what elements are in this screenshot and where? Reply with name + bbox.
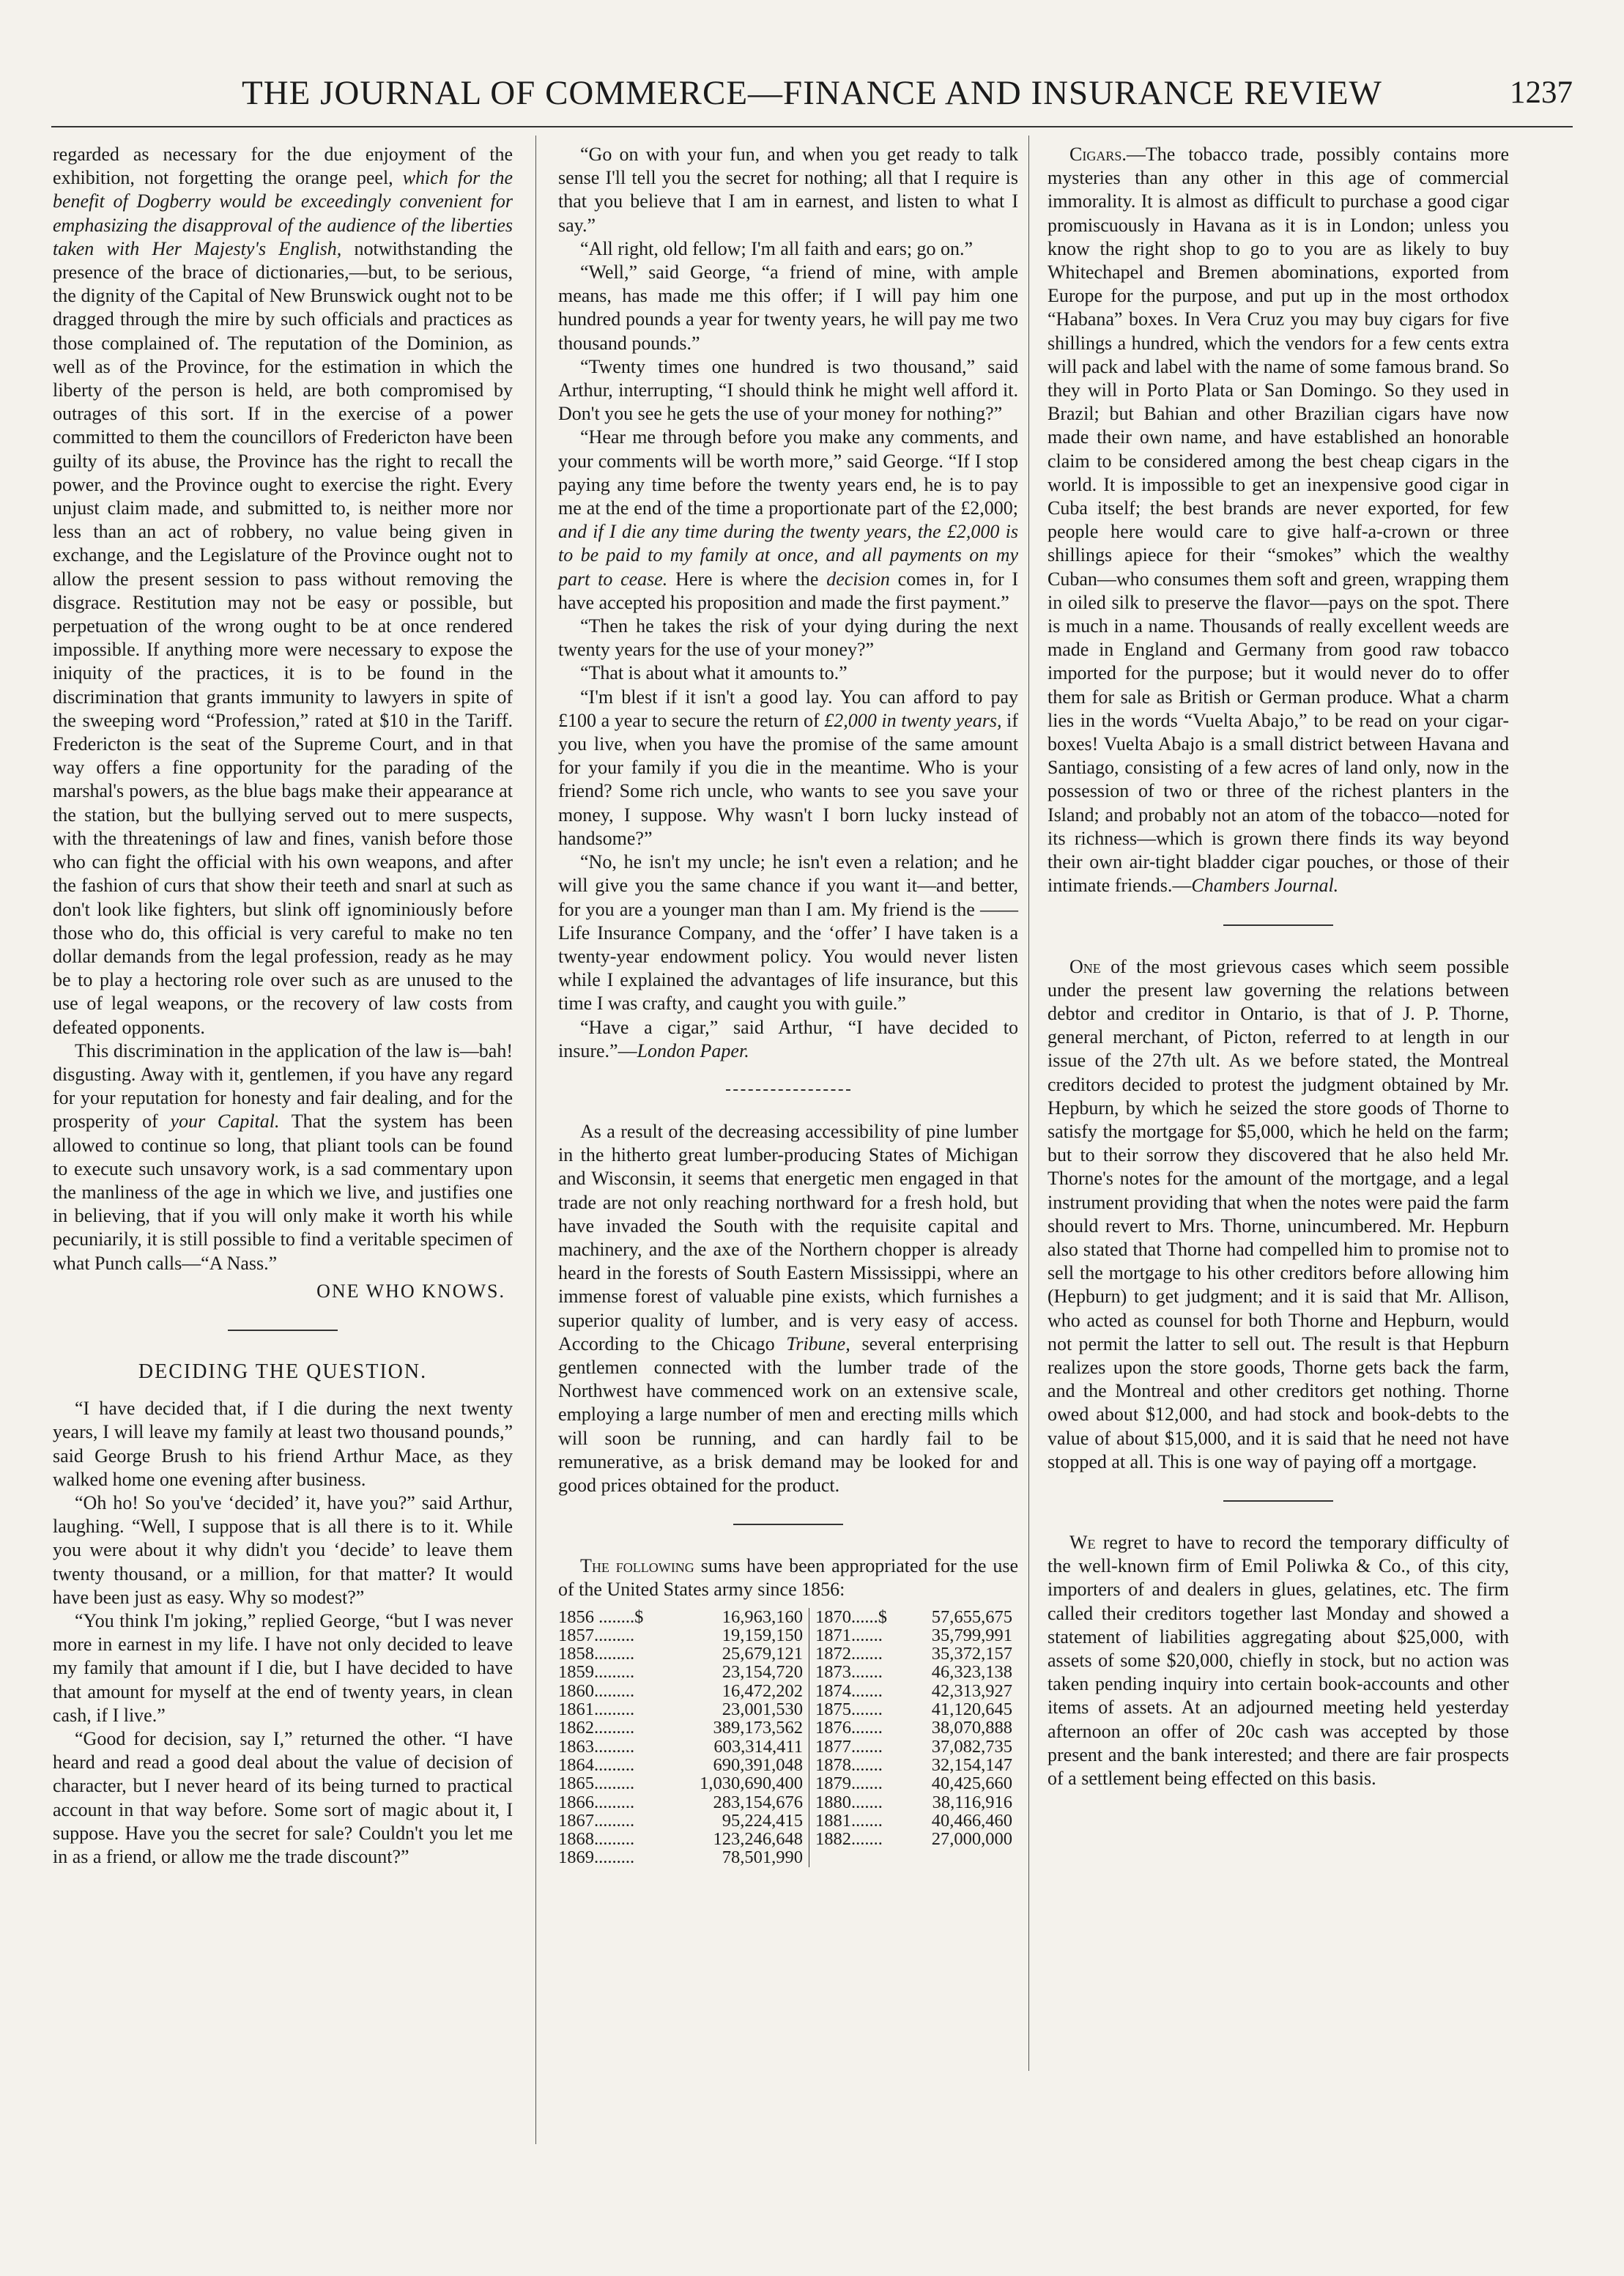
- story-paragraph: “Hear me through before you make any comments, and your comments will be worth more,” said George. “If I stop paying any time before the twenty years end, he is to pay me at the end of the time a proportionate part of the £2,000; and if I die any time during the twenty years, the £2,000 is to be paid to my family at once, and all payments on my part to cease. Here is where the decision comes in, for I have accepted his proposition and made the first payment.”: [558, 426, 1019, 613]
- table-amount-cell: 46,323,138: [931, 1662, 1012, 1683]
- table-amount-cell: 123,246,648: [643, 1830, 809, 1848]
- table-year-cell: 1868.........: [558, 1829, 635, 1850]
- table-year-cell: 1874.......: [815, 1680, 883, 1701]
- table-year-cell: 1858.........: [558, 1644, 635, 1664]
- story-paragraph: “Have a cigar,” said Arthur, “I have decided to insure.”—London Paper.: [558, 1016, 1018, 1061]
- table-amount-cell: 690,391,048: [643, 1756, 809, 1774]
- table-amount-cell: 23,001,530: [643, 1700, 809, 1719]
- table-amount-cell: 16,963,160: [643, 1608, 809, 1626]
- story-paragraph: “Well,” said George, “a friend of mine, with ample means, has made me this offer; if I will pay him one hundred pounds a year for twenty years, he will pay me two thousand pounds.”: [558, 262, 1018, 354]
- poliwka-article: We regret to have to record the temporary difficulty of the well-known firm of Emil Poliwka & Co., of this city, importers of and dealers in glues, gelatines, etc. The firm called their creditors together last Monday and showed a statement of liabilities aggregating about $25,000, with assets of some $20,000, chiefly in stock, but no action was taken pending inquiry into certain book-accounts and other items of assets. At an adjourned meeting held yesterday afternoon an offer of 20c cash was accepted by those present and the bank interested; and there are fair prospects of a settlement being effected on this basis.: [1048, 1531, 1510, 1789]
- table-year-cell: 1876.......: [815, 1718, 883, 1738]
- article-paragraph: This discrimination in the application of the law is—bah! disgusting. Away with it, gentlemen, if you have any regard for your reputation for honesty and fair dealing, and for the prosperity of your Capital. That the system has been allowed to continue so long, that pliant tools can be found to execute such unsavory work, is a sad commentary upon the manliness of the age in which we live, and justifies one in believing, that if you will only make it worth his while pecuniarily, it is still possible to find a veritable specimen of what Punch calls—“A Nass.”: [53, 1039, 513, 1274]
- table-amount-cell: 38,116,916: [932, 1792, 1012, 1812]
- thorne-article: One of the most grievous cases which seem possible under the present law governing the relations between debtor and creditor in Ontario, is that of J. P. Thorne, general merchant, of Picton, referred to at length in our issue of the 27th ult. As we before stated, the Montreal creditors decided to protest the judgment obtained by Mr. Hepburn, by which he seized the store goods of Thorne to satisfy the mortgage for $5,000, which he held on the farm; but to their sorrow they discovered that he also held Mr. Thorne's notes for the amount of the mortgage, and a legal instrument providing that when the notes were paid the farm should revert to Mrs. Thorne, unincumbered. Mr. Hepburn also stated that Thorne had compelled him to promise not to sell the mortgage to his other creditors before allowing him (Hepburn) to get judgment; and it is said that Mr. Allison, who acted as counsel for both Thorne and Hepburn, would not permit the latter to sell out. The result is that Hepburn realizes upon the store goods, Thorne gets back the farm, and the Montreal and other creditors get nothing. Thorne owed about $12,000, and had stock and book-debts to the value of about $15,000, and it is said that he need not have stopped at all. This is one way of paying off a mortgage.: [1048, 955, 1510, 1472]
- table-year-cell: 1873.......: [815, 1662, 883, 1683]
- section-separator: [726, 1089, 850, 1091]
- table-year-cell: 1880.......: [815, 1792, 883, 1812]
- table-year-cell: 1866.........: [558, 1792, 635, 1812]
- story-paragraph: “I'm blest if it isn't a good lay. You can afford to pay £100 a year to secure the return of £2,000 in twenty years, if you live, when you have the promise of the same amount for your family if you die in the meantime. Who is your friend? Some rich uncle, who wants to see you save your money, I suppose. Why wasn't I born lucky instead of handsome?”: [558, 686, 1018, 849]
- header-rule: [51, 126, 1573, 127]
- table-amount-cell: 1,030,690,400: [643, 1774, 809, 1793]
- lumber-article: As a result of the decreasing accessibility of pine lumber in the hitherto great lumber-producing States of Michigan and Wisconsin, it seems that energetic men engaged in that trade are not only reaching northward for a fresh hold, but have invaded the South with the requisite capital and machinery, and the axe of the Northern chopper is already heard in the forests of South Eastern Mississippi, where an immense forest of valuable pine exists, which furnishes a superior quality of lumber, and is very easy of access. According to the Chicago Tribune, several enterprising gentlemen connected with the lumber trade of the Northwest have commenced work on an extensive scale, employing a large number of men and erecting mills which will soon be running, and can hardly fail to be remunerative, as a brisk demand may be looked for and good prices obtained for the product.: [558, 1120, 1019, 1496]
- table-year-cell: 1871.......: [815, 1625, 883, 1645]
- page-number: 1237: [1510, 75, 1573, 110]
- table-row: [558, 1645, 1018, 1663]
- column-rule-1: [535, 136, 536, 2144]
- story-paragraph: “You think I'm joking,” replied George, “but I was never more in earnest in my life. I have not only decided to leave my family that amount if I die, but I have decided to have that amount for myself at the end of twenty years, in clean cash, if I live.”: [53, 1609, 513, 1726]
- section-separator: [228, 1330, 338, 1331]
- article-continuation: regarded as necessary for the due enjoyment of the exhibition, not forgetting the orange peel, which for the benefit of Dogberry would be exceedingly convenient for emphasizing the disapproval of the audience of the liberties taken with Her Majesty's English, notwithstanding the presence of the brace of dictionaries,—but, to be serious, the dignity of the Capital of New Brunswick ought not to be dragged through the mire by such officials and practices as those complained of. The reputation of the Dominion, as well as of the Province, for the estimation in which the liberty of the person is held, are both compromised by outrages of this sort. If in the exercise of a power committed to them the councillors of Fredericton have been guilty of its abuse, the Province has the right to recall the power, and the Province ought to exercise the right. Every unjust claim made, and submitted to, is neither more nor less than an act of robbery, no value being given in exchange, and the Legislature of the Province ought not to allow the present session to pass without removing the disgrace. Restitution may not be easy or possible, but perpetuation of the wrong ought to be at once rendered impossible. If anything more were necessary to expose the iniquity of the practices, it is to be found in the discrimination that grants immunity to lawyers in spite of the sweeping word “Profession,” rated at $10 in the Tariff. Fredericton is the seat of the Supreme Court, and in that way offers a fine opportunity for the parading of the marshal's powers, as the blue bags make their appearance at the station, but the bullying served out to mere suspects, with the threatenings of law and fines, vanish before those who can fight the official with his own weapons, and after the fashion of curs that show their teeth and snarl at such as don't look like fighters, but slink off ignominiously before those who do, this official is very careful to make no ten dollar demands from the legal profession, ready as he may be to play a hectoring role over such as are unused to the use of legal weapons, or the recovery of law costs from defeated opponents.: [53, 144, 513, 1038]
- story-paragraph: “No, he isn't my uncle; he isn't even a relation; and he will give you the same chance if you want it—and better, for you are a younger man than I am. My friend is the ——Life Insurance Company, and the ‘offer’ I have taken is a twenty-year endowment policy. You would never listen while I explained the advantages of life insurance, but this time I was crafty, and caught you with guile.”: [558, 851, 1018, 1015]
- table-row: [558, 1663, 1018, 1681]
- table-amount-cell: 78,501,990: [643, 1848, 809, 1867]
- journal-title: THE JOURNAL OF COMMERCE—FINANCE AND INSURANCE REVIEW: [242, 74, 1382, 112]
- story-paragraph: “I have decided that, if I die during the next twenty years, I will leave my family at least two thousand pounds,” said George Brush to his friend Arthur Mace, as they walked home one evening after business.: [53, 1398, 513, 1490]
- table-amount-cell: 40,425,660: [931, 1773, 1012, 1794]
- cigars-article: Cigars.—The tobacco trade, possibly contains more mysteries than any other in this age of commercial immorality. It is almost as difficult to purchase a good cigar promiscuously in Havana as it is in London; unless you know the right shop to go to you are as likely to buy Whitechapel and Bremen abominations, exported from Europe for the purpose, and put up in the most orthodox “Habana” boxes. In Vera Cruz you may buy cigars for five shillings a hundred, which the vendors for a few cents extra will pack and label with the name of some famous brand. So they will in Porto Plata or San Domingo. So they used in Brazil; but Bahian and other Brazilian cigars have now made their own name, and have established an honorable claim to be considered among the best cheap cigars in the world. It is impossible to get an inexpensive good cigar in Cuba itself; the best brands are never exported, for few people here would care to give half-a-crown or three shillings apiece for their “smokes” which the wealthy Cuban—who consumes them soft and green, wrapping them in oiled silk to preserve the flavor—pays on the spot. There is much in a name. Thousands of really excellent weeds are made in England and Germany from good raw tobacco imported for the purpose; but it would never do to offer them for sale as British or German produce. What a charm lies in the words “Vuelta Abajo,” to be read on your cigar-boxes! Vuelta Abajo is a small district between Havana and Santiago, consisting of a few acres of land only, now in the possession of two or three of the richest planters in the Island; and probably not an atom of the tobacco—noted for its richness—which is grown there finds its way beyond their own air-tight bladder cigar pouches, or those of their intimate friends.—Chambers Journal.: [1048, 144, 1509, 897]
- table-amount-cell: 603,314,411: [643, 1738, 809, 1756]
- table-row: [558, 1793, 1018, 1812]
- column-3: [1048, 143, 1509, 1790]
- table-row: [558, 1682, 1018, 1700]
- table-year-cell: 1872.......: [815, 1644, 883, 1664]
- column-1: [53, 143, 513, 1869]
- story-paragraph: “That is about what it amounts to.”: [580, 662, 848, 684]
- table-row: [558, 1756, 1018, 1774]
- table-amount-cell: 27,000,000: [931, 1829, 1012, 1850]
- table-row: [558, 1719, 1018, 1737]
- table-year-cell: 1881.......: [815, 1810, 883, 1831]
- page-header: [51, 73, 1573, 117]
- table-year-cell: 1878.......: [815, 1754, 883, 1775]
- section-separator: [1223, 924, 1333, 926]
- section-separator: [1223, 1500, 1333, 1502]
- table-amount-cell: 32,154,147: [931, 1754, 1012, 1775]
- article-source: Chambers Journal.: [1191, 875, 1339, 897]
- story-paragraph: “All right, old fellow; I'm all faith and ears; go on.”: [580, 237, 974, 259]
- table-year-cell: 1867.........: [558, 1810, 635, 1831]
- section-separator: [733, 1524, 843, 1525]
- table-year-cell: 1857.........: [558, 1625, 635, 1645]
- table-year-cell: 1869.........: [558, 1847, 635, 1868]
- table-row: [558, 1830, 1018, 1848]
- table-row: [558, 1774, 1018, 1793]
- table-amount-cell: 57,655,675: [931, 1606, 1012, 1627]
- table-year-cell: 1861.........: [558, 1699, 635, 1720]
- table-amount-cell: 38,070,888: [931, 1718, 1012, 1738]
- table-year-cell: 1879.......: [815, 1773, 883, 1794]
- table-row: [558, 1812, 1018, 1830]
- table-year-cell: 1859.........: [558, 1662, 635, 1683]
- table-year-cell: 1862.........: [558, 1718, 635, 1738]
- table-year-cell: 1856 ........$: [558, 1606, 644, 1627]
- article-signature: ONE WHO KNOWS.: [316, 1280, 505, 1302]
- table-amount-cell: 40,466,460: [931, 1810, 1012, 1831]
- story-source: London Paper.: [637, 1039, 749, 1061]
- story-paragraph: “Then he takes the risk of your dying during the next twenty years for the use of your money?”: [558, 615, 1018, 661]
- table-amount-cell: 25,679,121: [643, 1645, 809, 1663]
- story-paragraph: “Go on with your fun, and when you get ready to talk sense I'll tell you the secret for nothing; all that I require is that you believe that I am in earnest, and listen to what I say.”: [558, 144, 1018, 236]
- army-intro: The following sums have been appropriated for the use of the United States army since 1856:: [558, 1555, 1019, 1601]
- table-year-cell: [809, 1848, 887, 1867]
- table-year-cell: 1865.........: [558, 1773, 635, 1794]
- story-paragraph: “Oh ho! So you've ‘decided’ it, have you?” said Arthur, laughing. “Well, I suppose that is all there is to it. While you were about it why didn't you ‘decide’ to leave them twenty thousand, or a million, for that matter? It would have been just as easy. Why so modest?”: [53, 1491, 513, 1608]
- table-row: [558, 1700, 1018, 1719]
- column-rule-2: [1028, 136, 1029, 2071]
- column-2: [558, 143, 1018, 1867]
- table-year-cell: 1863.........: [558, 1736, 635, 1757]
- table-amount-cell: 95,224,415: [643, 1812, 809, 1830]
- table-year-cell: 1877.......: [815, 1736, 883, 1757]
- table-row: [558, 1608, 1018, 1626]
- table-amount-cell: 16,472,202: [643, 1682, 809, 1700]
- table-amount-cell: 35,372,157: [931, 1644, 1012, 1664]
- table-amount-cell: 283,154,676: [643, 1793, 809, 1812]
- table-year-cell: 1860.........: [558, 1680, 635, 1701]
- table-year-cell: 1864.........: [558, 1754, 635, 1775]
- table-row: [558, 1738, 1018, 1756]
- story-paragraph: “Good for decision, say I,” returned the other. “I have heard and read a good deal about the value of decision of character, but I never heard of its being turned to practical account in that way before. Some sort of magic about it, I suppose. Have you the secret for sale? Couldn't you let me in as a friend, or allow me the trade discount?”: [53, 1728, 513, 1868]
- table-year-cell: 1882.......: [815, 1829, 883, 1850]
- army-appropriations-table: [558, 1608, 1018, 1867]
- table-year-cell: 1875.......: [815, 1699, 883, 1720]
- table-amount-cell: 23,154,720: [643, 1663, 809, 1681]
- table-amount-cell: 35,799,991: [931, 1625, 1012, 1645]
- table-year-cell: 1870......$: [815, 1606, 887, 1627]
- table-amount-cell: 19,159,150: [643, 1626, 809, 1645]
- table-amount-cell: [887, 1848, 1018, 1867]
- story-paragraph: “Twenty times one hundred is two thousand,” said Arthur, interrupting, “I should think he might well afford it. Don't you see he gets the use of your money for nothing?”: [558, 355, 1018, 425]
- table-amount-cell: 42,313,927: [931, 1680, 1012, 1701]
- table-amount-cell: 389,173,562: [643, 1719, 809, 1737]
- story-title: DECIDING THE QUESTION.: [138, 1360, 428, 1383]
- table-amount-cell: 41,120,645: [931, 1699, 1012, 1720]
- table-row: [558, 1848, 1018, 1867]
- table-amount-cell: 37,082,735: [931, 1736, 1012, 1757]
- table-row: [558, 1626, 1018, 1645]
